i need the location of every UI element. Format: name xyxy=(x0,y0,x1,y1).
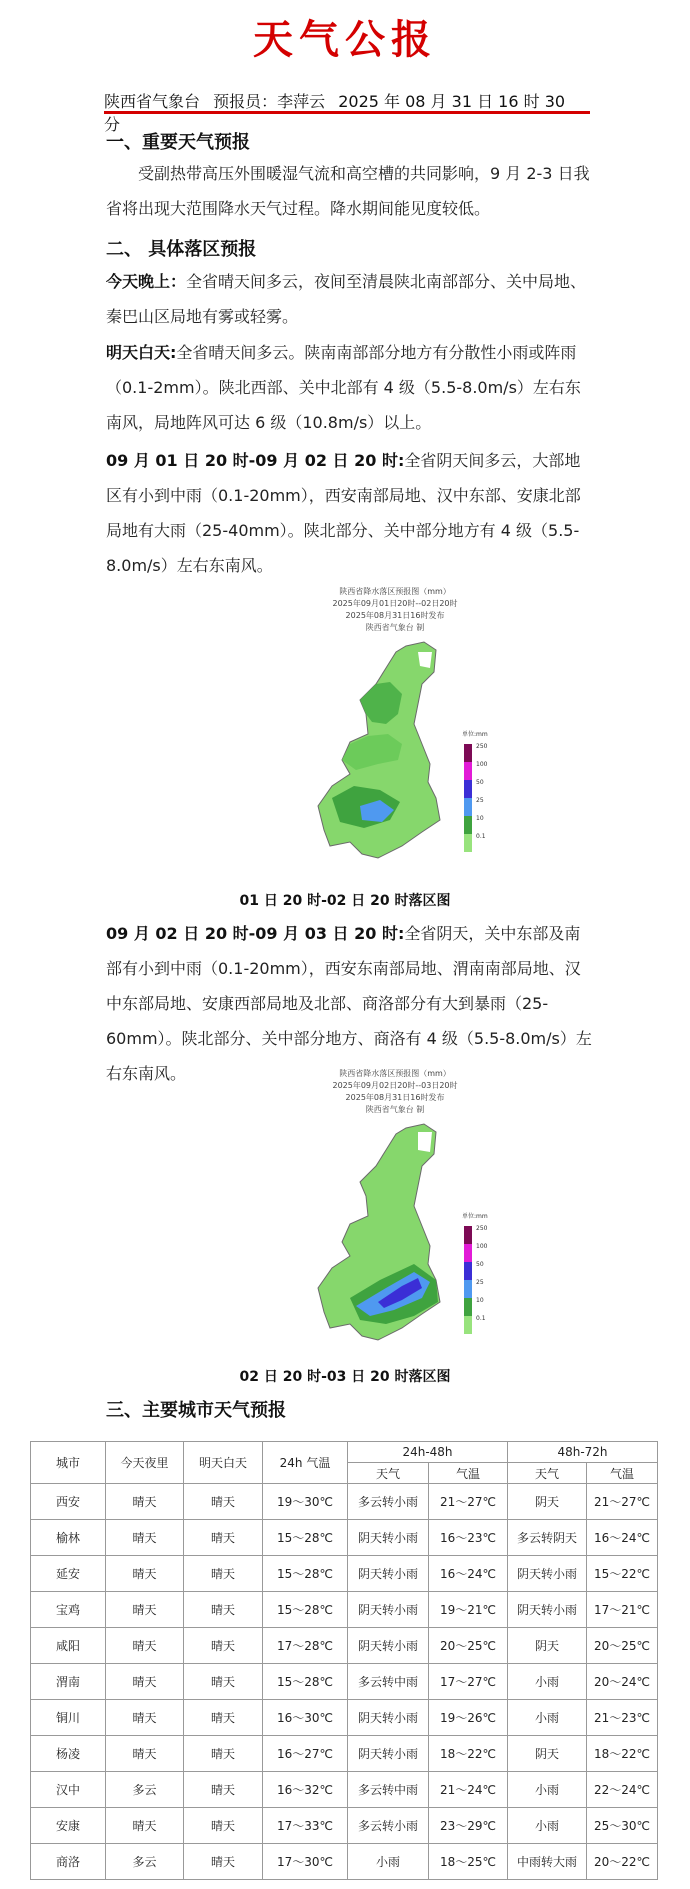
cell-temp24: 15～28℃ xyxy=(263,1556,348,1592)
legend-label: 0.1 xyxy=(476,833,486,840)
cell-temp-48h: 17～27℃ xyxy=(429,1664,508,1700)
col-48h-weather: 天气 xyxy=(348,1463,429,1484)
cell-weather-48h: 小雨 xyxy=(348,1844,429,1880)
cell-tonight: 晴天 xyxy=(106,1592,184,1628)
cell-tonight: 晴天 xyxy=(106,1556,184,1592)
cell-weather-72h: 中雨转大雨 xyxy=(508,1844,587,1880)
legend-swatch xyxy=(464,762,472,780)
cell-tonight: 晴天 xyxy=(106,1484,184,1520)
legend-label: 25 xyxy=(476,1279,484,1286)
issuer-org: 陕西省气象台 xyxy=(104,92,201,111)
section2-heading: 二、 具体落区预报 xyxy=(106,239,257,260)
cell-tonight: 晴天 xyxy=(106,1700,184,1736)
period1-forecast xyxy=(106,443,592,583)
col-temp24: 24h 气温 xyxy=(263,1442,348,1484)
cell-city: 商洛 xyxy=(31,1844,106,1880)
col-72h-temp: 气温 xyxy=(587,1463,658,1484)
table-row xyxy=(31,1700,658,1736)
legend-swatch xyxy=(464,1316,472,1334)
tonight-forecast xyxy=(106,264,592,334)
cell-tonight: 晴天 xyxy=(106,1520,184,1556)
cell-weather-72h: 阴天转小雨 xyxy=(508,1556,587,1592)
tomorrow-text: 全省晴天间多云。陕南南部部分地方有分散性小雨或阵雨（0.1-2mm）。陕北西部、关中北部有 4 级（5.5-8.0m/s）左右东南风，局地阵风可达 6 级（10.8m/s）以上。 xyxy=(106,343,581,432)
col-tomorrow: 明天白天 xyxy=(184,1442,263,1484)
cell-temp-72h: 22～24℃ xyxy=(587,1772,658,1808)
legend-label: 250 xyxy=(476,743,488,750)
cell-temp24: 15～28℃ xyxy=(263,1520,348,1556)
cell-city: 渭南 xyxy=(31,1664,106,1700)
table-row xyxy=(31,1592,658,1628)
cell-weather-72h: 小雨 xyxy=(508,1700,587,1736)
map2-issued: 2025年08月31日16时发布 xyxy=(345,1093,445,1102)
cell-temp-72h: 21～23℃ xyxy=(587,1700,658,1736)
cell-weather-72h: 小雨 xyxy=(508,1664,587,1700)
cell-temp-48h: 23～29℃ xyxy=(429,1808,508,1844)
cell-temp24: 19～30℃ xyxy=(263,1484,348,1520)
map1-caption: 01 日 20 时-02 日 20 时落区图 xyxy=(239,893,451,909)
legend-swatch xyxy=(464,744,472,762)
period1-label: 09 月 01 日 20 时-09 月 02 日 20 时: xyxy=(106,451,405,470)
tomorrow-forecast xyxy=(106,335,592,440)
cell-temp-72h: 15～22℃ xyxy=(587,1556,658,1592)
table-row xyxy=(31,1772,658,1808)
map1-title: 陕西省降水落区预报图（mm） xyxy=(339,587,451,596)
cell-weather-48h: 阴天转小雨 xyxy=(348,1556,429,1592)
cell-temp-72h: 20～24℃ xyxy=(587,1664,658,1700)
cell-temp-48h: 19～21℃ xyxy=(429,1592,508,1628)
map1-legend xyxy=(462,730,488,852)
cell-tonight: 晴天 xyxy=(106,1736,184,1772)
map1-period: 2025年09月01日20时--02日20时 xyxy=(332,599,458,608)
legend-label: 250 xyxy=(476,1225,488,1232)
cell-weather-72h: 小雨 xyxy=(508,1772,587,1808)
cell-city: 咸阳 xyxy=(31,1628,106,1664)
legend-swatch xyxy=(464,834,472,852)
col-48h-temp: 气温 xyxy=(429,1463,508,1484)
cell-tomorrow: 晴天 xyxy=(184,1484,263,1520)
table-row xyxy=(31,1520,658,1556)
cell-temp24: 17～33℃ xyxy=(263,1808,348,1844)
cell-temp24: 15～28℃ xyxy=(263,1664,348,1700)
legend-swatch xyxy=(464,1262,472,1280)
issuer-time: 2025 年 08 月 31 日 16 时 30 分 xyxy=(104,92,566,134)
issuer-forecaster: 预报员：李萍云 xyxy=(213,92,326,111)
cell-city: 安康 xyxy=(31,1808,106,1844)
col-city: 城市 xyxy=(31,1442,106,1484)
bulletin-title: 天气公报 xyxy=(253,16,437,63)
legend-label: 50 xyxy=(476,779,484,786)
cell-tomorrow: 晴天 xyxy=(184,1844,263,1880)
cell-city: 西安 xyxy=(31,1484,106,1520)
legend-swatch xyxy=(464,816,472,834)
legend-label: 10 xyxy=(476,1297,484,1304)
cell-temp24: 16～30℃ xyxy=(263,1700,348,1736)
cell-city: 延安 xyxy=(31,1556,106,1592)
cell-tonight: 晴天 xyxy=(106,1808,184,1844)
tomorrow-label: 明天白天: xyxy=(106,343,177,362)
cell-temp-72h: 17～21℃ xyxy=(587,1592,658,1628)
cell-temp-48h: 19～26℃ xyxy=(429,1700,508,1736)
legend-unit: 单位:mm xyxy=(462,731,488,738)
red-divider xyxy=(104,111,590,114)
precip-map-2 xyxy=(290,1066,500,1362)
period2-forecast xyxy=(106,916,592,1091)
cell-tonight: 多云 xyxy=(106,1844,184,1880)
cell-weather-48h: 多云转小雨 xyxy=(348,1484,429,1520)
cell-weather-72h: 阴天 xyxy=(508,1736,587,1772)
cell-temp-72h: 16～24℃ xyxy=(587,1520,658,1556)
map2-title: 陕西省降水落区预报图（mm） xyxy=(339,1069,451,1078)
cell-temp24: 16～32℃ xyxy=(263,1772,348,1808)
cell-weather-48h: 阴天转小雨 xyxy=(348,1700,429,1736)
cell-city: 汉中 xyxy=(31,1772,106,1808)
legend-swatch xyxy=(464,798,472,816)
section1-heading: 一、重要天气预报 xyxy=(106,132,250,153)
cell-tomorrow: 晴天 xyxy=(184,1520,263,1556)
legend-swatch xyxy=(464,1226,472,1244)
col-group-48h: 24h-48h xyxy=(348,1442,508,1463)
map1-maker: 陕西省气象台 制 xyxy=(365,623,425,632)
cell-weather-48h: 多云转小雨 xyxy=(348,1808,429,1844)
cell-weather-48h: 多云转中雨 xyxy=(348,1664,429,1700)
cell-weather-48h: 阴天转小雨 xyxy=(348,1628,429,1664)
section1-text: 受副热带高压外围暖湿气流和高空槽的共同影响，9 月 2-3 日我省将出现大范围降水天气过程。降水期间能见度较低。 xyxy=(106,164,590,218)
cell-tomorrow: 晴天 xyxy=(184,1628,263,1664)
cell-temp24: 17～30℃ xyxy=(263,1844,348,1880)
cell-tonight: 晴天 xyxy=(106,1628,184,1664)
col-tonight: 今天夜里 xyxy=(106,1442,184,1484)
cell-temp-48h: 18～25℃ xyxy=(429,1844,508,1880)
cell-weather-48h: 阴天转小雨 xyxy=(348,1520,429,1556)
cell-temp24: 16～27℃ xyxy=(263,1736,348,1772)
map2-period: 2025年09月02日20时--03日20时 xyxy=(332,1081,458,1090)
cell-weather-48h: 多云转中雨 xyxy=(348,1772,429,1808)
cell-tomorrow: 晴天 xyxy=(184,1736,263,1772)
cell-temp-48h: 21～24℃ xyxy=(429,1772,508,1808)
cell-weather-72h: 阴天 xyxy=(508,1628,587,1664)
cell-tomorrow: 晴天 xyxy=(184,1664,263,1700)
map2-caption: 02 日 20 时-03 日 20 时落区图 xyxy=(239,1369,451,1385)
col-72h-weather: 天气 xyxy=(508,1463,587,1484)
cell-temp-72h: 20～25℃ xyxy=(587,1628,658,1664)
legend-swatch xyxy=(464,1244,472,1262)
cell-city: 铜川 xyxy=(31,1700,106,1736)
cell-tomorrow: 晴天 xyxy=(184,1592,263,1628)
table-row xyxy=(31,1736,658,1772)
cell-tomorrow: 晴天 xyxy=(184,1556,263,1592)
map2-maker: 陕西省气象台 制 xyxy=(365,1105,425,1114)
period1-text: 全省阴天间多云，大部地区有小到中雨（0.1-20mm），西安南部局地、汉中东部、安康北部局地有大雨（25-40mm）。陕北部分、关中部分地方有 4 级（5.5-8.0m/s）左右东南风。 xyxy=(106,451,581,575)
cell-temp-48h: 16～23℃ xyxy=(429,1520,508,1556)
period2-label: 09 月 02 日 20 时-09 月 03 日 20 时: xyxy=(106,924,405,943)
table-row xyxy=(31,1484,658,1520)
cell-temp24: 15～28℃ xyxy=(263,1592,348,1628)
legend-label: 100 xyxy=(476,1243,488,1250)
period2-text: 全省阴天，关中东部及南部有小到中雨（0.1-20mm），西安东南部局地、渭南南部局地、汉中东部局地、安康西部局地及北部、商洛部分有大到暴雨（25-60mm）。陕北部分、关中部分地方、商洛有 4 级（5.5-8.0m/s）左右东南风。 xyxy=(106,924,592,1083)
legend-label: 10 xyxy=(476,815,484,822)
legend-label: 50 xyxy=(476,1261,484,1268)
cell-city: 宝鸡 xyxy=(31,1592,106,1628)
city-forecast-table xyxy=(30,1441,658,1880)
cell-temp-72h: 20～22℃ xyxy=(587,1844,658,1880)
table-row xyxy=(31,1556,658,1592)
table-row xyxy=(31,1808,658,1844)
legend-swatch xyxy=(464,1280,472,1298)
legend-label: 25 xyxy=(476,797,484,804)
cell-weather-72h: 小雨 xyxy=(508,1808,587,1844)
cell-temp-48h: 16～24℃ xyxy=(429,1556,508,1592)
cell-weather-72h: 阴天转小雨 xyxy=(508,1592,587,1628)
table-row xyxy=(31,1844,658,1880)
cell-weather-72h: 多云转阴天 xyxy=(508,1520,587,1556)
cell-city: 杨凌 xyxy=(31,1736,106,1772)
tonight-label: 今天晚上： xyxy=(106,272,187,291)
map1-issued: 2025年08月31日16时发布 xyxy=(345,611,445,620)
tonight-text: 全省晴天间多云，夜间至清晨陕北南部部分、关中局地、秦巴山区局地有雾或轻雾。 xyxy=(106,272,587,326)
cell-weather-72h: 阴天 xyxy=(508,1484,587,1520)
map2-legend xyxy=(462,1212,488,1334)
cell-temp-72h: 21～27℃ xyxy=(587,1484,658,1520)
cell-tonight: 多云 xyxy=(106,1772,184,1808)
cell-temp-48h: 18～22℃ xyxy=(429,1736,508,1772)
table-row xyxy=(31,1628,658,1664)
legend-label: 100 xyxy=(476,761,488,768)
legend-swatch xyxy=(464,1298,472,1316)
cell-tonight: 晴天 xyxy=(106,1664,184,1700)
cell-temp-72h: 18～22℃ xyxy=(587,1736,658,1772)
section3-heading: 三、主要城市天气预报 xyxy=(106,1400,286,1421)
cell-temp-48h: 21～27℃ xyxy=(429,1484,508,1520)
legend-unit: 单位:mm xyxy=(462,1213,488,1220)
table-row xyxy=(31,1664,658,1700)
cell-tomorrow: 晴天 xyxy=(184,1808,263,1844)
cell-temp-72h: 25～30℃ xyxy=(587,1808,658,1844)
cell-city: 榆林 xyxy=(31,1520,106,1556)
cell-temp24: 17～28℃ xyxy=(263,1628,348,1664)
cell-tomorrow: 晴天 xyxy=(184,1700,263,1736)
cell-temp-48h: 20～25℃ xyxy=(429,1628,508,1664)
legend-swatch xyxy=(464,780,472,798)
cell-weather-48h: 阴天转小雨 xyxy=(348,1592,429,1628)
col-group-72h: 48h-72h xyxy=(508,1442,658,1463)
precip-map-1 xyxy=(290,584,500,880)
legend-label: 0.1 xyxy=(476,1315,486,1322)
cell-weather-48h: 阴天转小雨 xyxy=(348,1736,429,1772)
cell-tomorrow: 晴天 xyxy=(184,1772,263,1808)
